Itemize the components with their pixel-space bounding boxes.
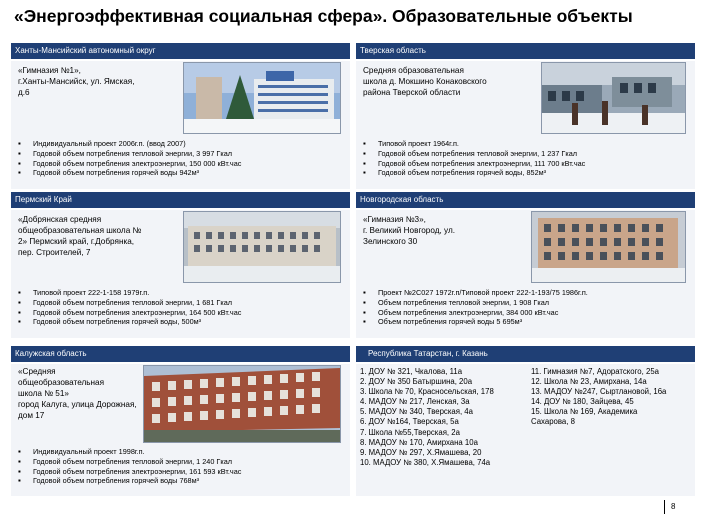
photo-icon	[144, 366, 340, 442]
fact-item: ▪ Годовой объем потребления тепловой энергии, 3 997 Гкал	[18, 149, 241, 159]
school-photo	[183, 62, 341, 134]
fact-item: ▪ Годовой объем потребления электроэнергии, 164 500 кВт.час	[18, 308, 241, 318]
fact-item: ▪ Годовой объем потребления электроэнергии, 111 700 кВт.час	[363, 159, 585, 169]
photo-icon	[542, 63, 685, 133]
school-photo	[541, 62, 686, 134]
fact-item: ▪ Годовой объем потребления тепловой энергии, 1 681 Гкал	[18, 298, 241, 308]
fact-item: ▪ Проект №2С027 1972г.п/Типовой проект 222-1-193/75 1986г.п.	[363, 288, 588, 298]
card-perm	[11, 192, 350, 338]
list-item: 9. МАДОУ № 297, Х.Ямашева, 20	[360, 447, 482, 457]
school-photo	[183, 211, 341, 283]
fact-item: ▪ Объем потребления тепловой энергии, 1 908 Гкал	[363, 298, 588, 308]
school-name: Средняя образовательная школа д. Мокшино Конаковского района Тверской области	[363, 66, 487, 97]
region-header: Калужская область	[11, 346, 350, 362]
fact-item: ▪ Объем потребления горячей воды 5 695м³	[363, 317, 588, 327]
list-item: Сахарова, 8	[531, 417, 575, 427]
region-header: Ханты-Мансийский автономный округ	[11, 43, 350, 59]
fact-item: ▪ Годовой объем потребления горячей воды 942м³	[18, 168, 241, 178]
school-photo	[531, 211, 686, 283]
fact-item: ▪ Типовой проект 1964г.п.	[363, 139, 585, 149]
list-item: 15. Школа № 169, Академика	[531, 407, 638, 417]
list-item: 5. МАДОУ № 340, Тверская, 4а	[360, 407, 473, 417]
photo-icon	[532, 212, 685, 282]
list-item: 3. Школа № 70, Красносельская, 178	[360, 387, 494, 397]
card-tver	[356, 43, 695, 189]
fact-item: ▪ Годовой объем потребления тепловой энергии, 1 240 Гкал	[18, 457, 241, 467]
fact-item: ▪ Индивидуальный проект 1998г.п.	[18, 447, 241, 457]
photo-icon	[184, 63, 340, 133]
fact-item: ▪ Индивидуальный проект 2006г.п. (ввод 2007)	[18, 139, 241, 149]
list-item: 13. МАДОУ №247, Сыртлановой, 16а	[531, 387, 667, 397]
list-item: 12. Школа № 23, Амирхана, 14а	[531, 377, 647, 387]
list-item: 1. ДОУ № 321, Чкалова, 11а	[360, 367, 463, 376]
region-header: Пермский Край	[11, 192, 350, 208]
objects-list-left	[360, 367, 494, 468]
facts-list	[18, 288, 241, 327]
list-item: 10. МАДОУ № 380, Х.Ямашева, 74а	[360, 457, 491, 467]
list-item: 7. Школа №55,Тверская, 2а	[360, 427, 460, 437]
school-name: «Средняя общеобразовательная школа № 51» город Калуга, улица Дорожная, дом 17	[18, 367, 137, 420]
facts-list	[363, 288, 588, 327]
card-kaluga	[11, 346, 350, 496]
region-header: Республика Татарстан, г. Казань	[356, 346, 695, 362]
school-photo	[143, 365, 341, 443]
facts-list	[18, 139, 241, 178]
fact-item: ▪ Годовой объем потребления тепловой энергии, 1 237 Гкал	[363, 149, 585, 159]
page-number: 8	[671, 502, 676, 511]
fact-item: ▪ Объем потребления электроэнергии, 384 000 кВт.час	[363, 308, 588, 318]
list-item: 14. ДОУ № 180, Зайцева, 45	[531, 397, 634, 407]
facts-list	[363, 139, 585, 178]
photo-icon	[184, 212, 340, 282]
fact-item: ▪ Годовой объем потребления горячей воды, 500м³	[18, 317, 241, 327]
school-name: «Гимназия №1», г.Ханты-Мансийск, ул. Ямская, д.6	[18, 66, 135, 97]
objects-list-right	[531, 367, 666, 428]
list-item: 8. МАДОУ № 170, Амирхана 10а	[360, 437, 478, 447]
page-title: «Энергоэффективная социальная сфера». Образовательные объекты	[14, 6, 633, 26]
fact-item: ▪ Годовой объем потребления электроэнергии, 161 593 кВт.час	[18, 467, 241, 477]
card-tatarstan	[356, 346, 695, 496]
page-number-divider	[664, 500, 665, 514]
list-item: 6. ДОУ №164, Тверская, 5а	[360, 417, 459, 427]
fact-item: ▪ Типовой проект 222-1-158 1979г.п.	[18, 288, 241, 298]
school-name: «Гимназия №3», г. Великий Новгород, ул. Зелинского 30	[363, 215, 456, 246]
fact-item: ▪ Годовой объем потребления горячей воды 768м³	[18, 476, 241, 486]
fact-item: ▪ Годовой объем потребления горячей воды, 852м³	[363, 168, 585, 178]
list-item: 4. МАДОУ № 217, Ленская, 3а	[360, 397, 470, 407]
fact-item: ▪ Годовой объем потребления электроэнергии, 150 000 кВт.час	[18, 159, 241, 169]
list-item: 11. Гимназия №7, Адоратского, 25а	[531, 367, 659, 376]
facts-list	[18, 447, 241, 486]
card-khanty-mansiysk	[11, 43, 350, 189]
card-novgorod	[356, 192, 695, 338]
region-header: Тверская область	[356, 43, 695, 59]
region-header: Новгородская область	[356, 192, 695, 208]
list-item: 2. ДОУ № 350 Батыршина, 20а	[360, 377, 473, 387]
school-name: «Добрянская средняя общеобразовательная школа № 2» Пермский край, г.Добрянка, пер. Строителей, 7	[18, 215, 142, 257]
